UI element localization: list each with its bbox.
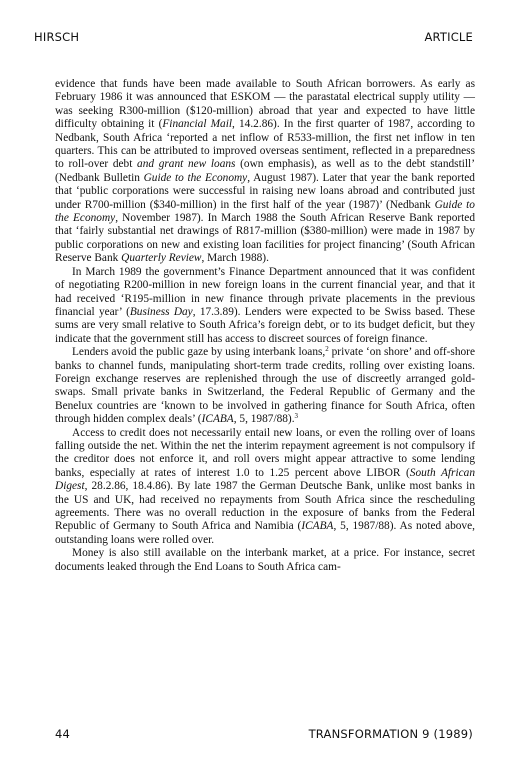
italic-citation: Financial Mail [162,118,233,131]
footnote-marker: 2 [325,345,329,354]
italic-citation: Guide to the Economy [55,198,475,225]
paragraph [55,78,475,266]
text-run: Lenders avoid the public gaze by using interbank loans, [72,346,326,359]
paragraph [55,266,475,346]
paragraph [55,346,475,426]
text-run: Access to credit does not necessarily entail new loans, or even the rolling over of loans falling outside the net. Within the net the interim repayment agreement is not compulsory if the creditor does not enforce it, and roll overs might appear attractive to some lending banks, especially at rates of interest 1.0 to 1.25 percent above LIBOR ( [55,426,475,479]
italic-citation: Quarterly Review [121,252,202,265]
text-run: private ‘on shore’ and off-shore banks to channel funds, manipulating short-term trade credits, rolling over existing loans. Foreign exchange reserves are replenished through the use of discreetly arranged gold-swaps. Small private banks in Switzerland, the Federal Republic of Germany and the Benelux countries are ‘known to be involved in gathering finance for South Africa, often through hidden complex deals’ ( [55,346,475,426]
text-run: , November 1987). In March 1988 the South African Reserve Bank reported that ‘fairly substantial net drawings of R817-million ($380-million) were made in 1987 by public corporations on new and existing loan facilities for project financing’ (South African Reserve Bank [55,212,475,265]
journal-citation: TRANSFORMATION 9 (1989) [308,727,473,741]
italic-citation: South African Digest [55,466,476,493]
text-run: In March 1989 the government’s Finance Department announced that it was confident of negotiating R200-million in new foreign loans in the current financial year, and that it had received ‘R195-million in new finance through private placements in the previous financial year’ ( [55,265,475,318]
italic-citation: and grant new loans [137,158,236,171]
paragraph [55,427,475,548]
text-run: , 17.3.89). Lenders were expected to be Swiss based. These sums are very small relative to South Africa’s foreign debt, or to its budget deficit, but they indicate that the government still has access to discreet sources of foreign finance. [55,305,475,345]
running-header [34,30,473,44]
page-number: 44 [55,727,71,741]
text-run: (own emphasis), as well as to the debt standstill’ (Nedbank Bulletin [55,158,475,184]
footnote-marker: 3 [294,412,299,421]
italic-citation: Guide to the Economy [143,171,248,184]
text-run: , 5, 1987/88). [233,413,295,426]
italic-citation: ICABA [201,413,234,426]
text-run: , March 1988). [201,252,269,265]
header-author: HIRSCH [34,30,80,44]
article-body [55,78,475,574]
running-footer [55,727,473,741]
italic-citation: ICABA [301,520,334,533]
text-run: , 28.2.86, 18.4.86). By late 1987 the German Deutsche Bank, unlike most banks in the US and UK, had received no repayments from South Africa since the rescheduling agreements. There was no overall reduction in the exposure of banks from the Federal Republic of Germany to South Africa and Namibia ( [55,480,475,533]
text-run: evidence that funds have been made available to South African borrowers. As early as February 1986 it was announced that ESKOM — the parastatal electrical supply utility — was seeking R300-million ($120-million) abroad that year and expected to have little difficulty obtaining it ( [55,78,475,131]
text-run: Money is also still available on the interbank market, at a price. For instance, secret documents leaked through the End Loans to South Africa cam- [55,547,475,573]
italic-citation: Business Day [129,305,193,318]
header-section: ARTICLE [424,30,473,44]
paragraph [55,547,475,574]
text-run: , 5, 1987/88). As noted above, outstanding loans were rolled over. [55,520,475,546]
text-run: , 14.2.86). In the first quarter of 1987, according to Nedbank, South Africa ‘reported a net inflow of R533-million, the first net inflow in ten quarters. This can be attributed to improved overseas sentiment, reflected in a preparedness to roll-over debt [55,118,475,171]
text-run: , August 1987). Later that year the bank reported that ‘public corporations were successful in raising new loans abroad and contributed just under R700-million ($340-million) in the first half of the year (1987)’ (Nedbank [55,171,475,211]
